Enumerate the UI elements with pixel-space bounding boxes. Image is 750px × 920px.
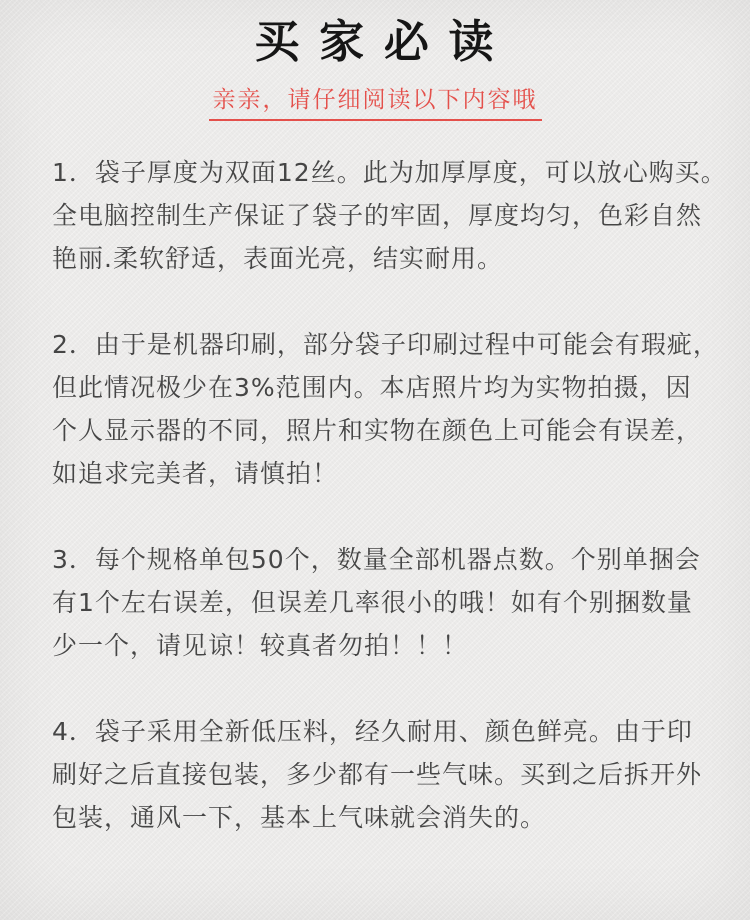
text-line: 4．袋子采用全新低压料，经久耐用、颜色鲜亮。由于印 [52, 717, 693, 746]
text-line: 如追求完美者，请慎拍！ [52, 459, 339, 488]
text-line: 个人显示器的不同，照片和实物在颜色上可能会有误差， [52, 416, 703, 445]
text-line: 全电脑控制生产保证了袋子的牢固，厚度均匀，色彩自然 [52, 201, 703, 230]
text-line: 包装，通风一下，基本上气味就会消失的。 [52, 803, 547, 832]
paragraph-3 [52, 538, 716, 667]
text-line: 艳丽.柔软舒适，表面光亮，结实耐用。 [52, 244, 503, 273]
page-title: 买 家 必 读 [254, 15, 496, 68]
text-line: 1．袋子厚度为双面12丝。此为加厚厚度，可以放心购买。 [52, 158, 727, 187]
paragraph-4 [52, 710, 716, 839]
text-line: 3．每个规格单包50个，数量全部机器点数。个别单捆会 [52, 545, 701, 574]
text-line: 刷好之后直接包装，多少都有一些气味。买到之后拆开外 [52, 760, 703, 789]
paragraph-2 [52, 323, 719, 495]
text-line: 有1个左右误差，但误差几率很小的哦！如有个别捆数量 [52, 588, 693, 617]
subtitle-underlined: 亲亲，请仔细阅读以下内容哦 [209, 81, 542, 121]
paragraph-1 [52, 151, 727, 280]
subtitle-row [0, 81, 750, 121]
text-line: 2．由于是机器印刷，部分袋子印刷过程中可能会有瑕疵， [52, 330, 719, 359]
text-line: 少一个，请见谅！较真者勿拍！！！ [52, 631, 469, 660]
text-line: 但此情况极少在3%范围内。本店照片均为实物拍摄，因 [52, 373, 692, 402]
notice-content [0, 151, 750, 839]
